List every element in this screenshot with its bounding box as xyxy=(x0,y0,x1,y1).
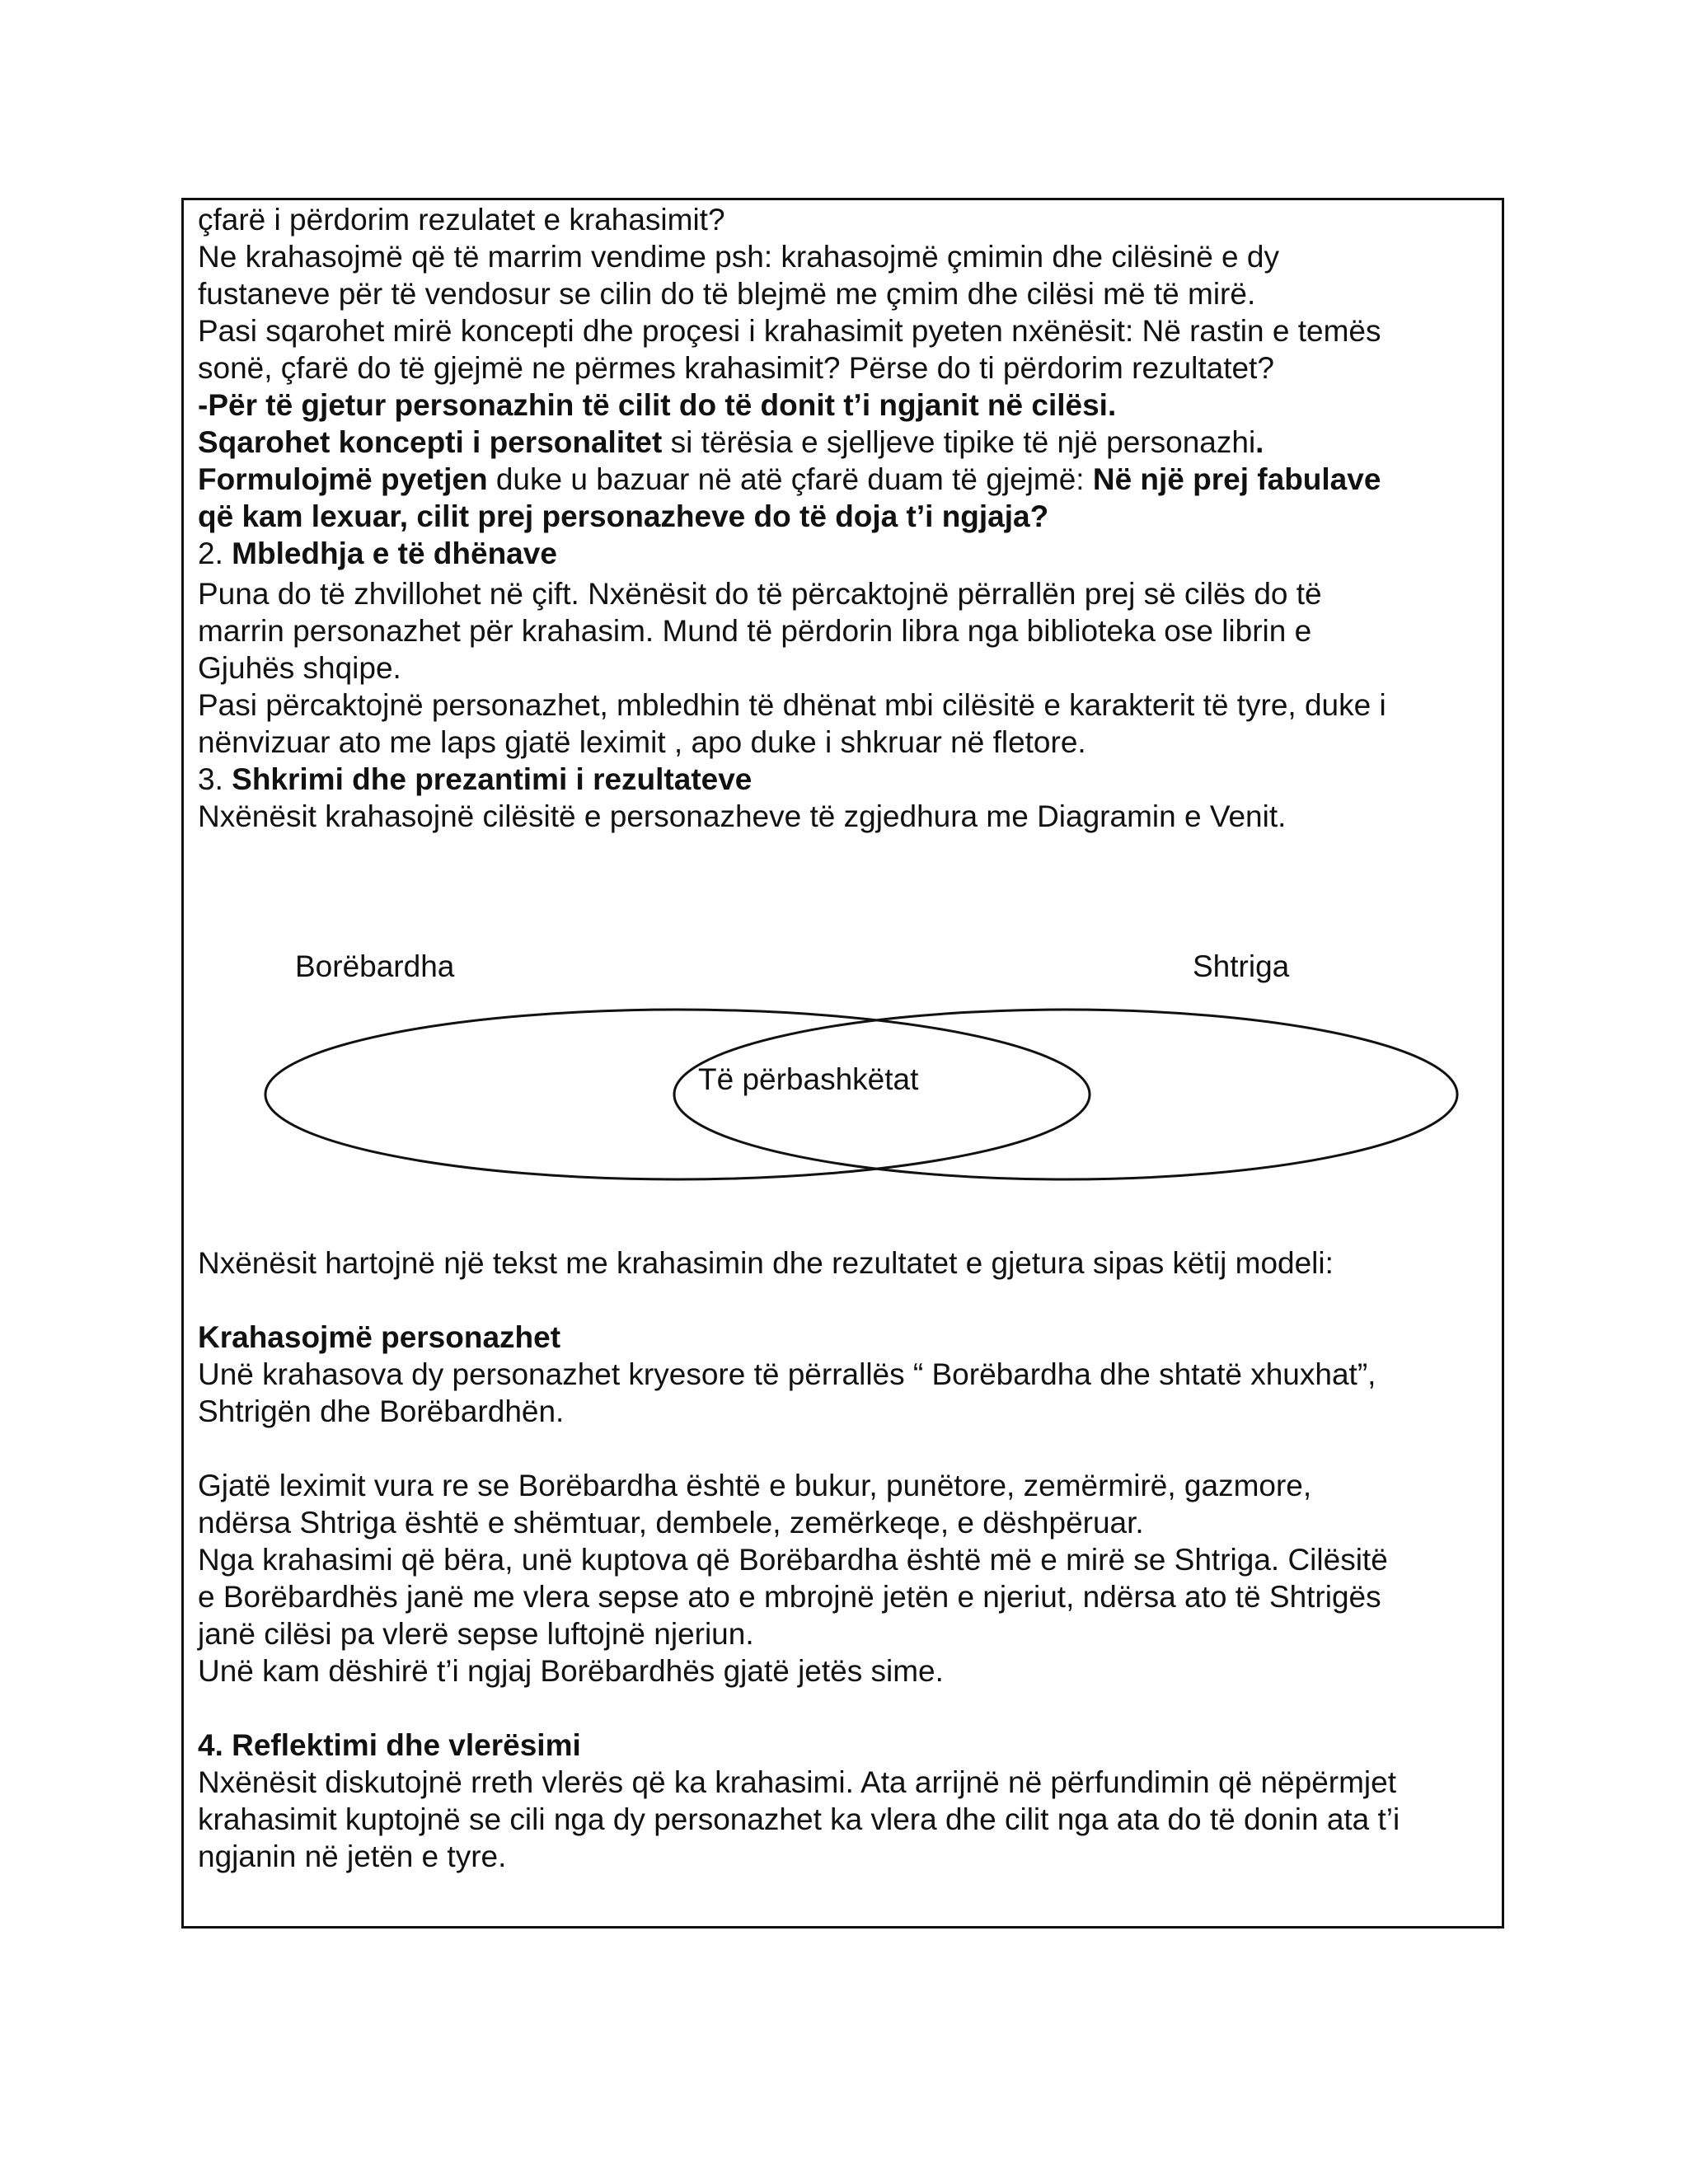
text-line: Puna do të zhvillohet në çift. Nxënësit do të përcaktojnë përrallën prej së cilës do të xyxy=(198,577,1322,611)
text-line: marrin personazhet për krahasim. Mund të përdorin libra nga biblioteka ose librin e xyxy=(198,614,1312,648)
bold-text: -Për të gjetur personazhin të cilit do të donit t’i ngjanit në cilësi. xyxy=(198,388,1117,422)
section-heading xyxy=(198,761,1492,798)
text-line: Shtrigën dhe Borëbardhën. xyxy=(198,1394,565,1428)
text-span: duke u bazuar në atë çfarë duam të gjejmë: xyxy=(487,462,1093,496)
text-line: Nga krahasimi që bëra, unë kuptova që Borëbardha është më e mirë se Shtriga. Cilësitë xyxy=(198,1543,1388,1577)
venn-center-label: Të përbashkëtat xyxy=(698,1062,919,1096)
model-title xyxy=(198,1319,1492,1356)
text-line: janë cilësi pa vlerë sepse luftojnë njeriun. xyxy=(198,1617,754,1651)
text-line: sonë, çfarë do të gjejmë ne përmes krahasimit? Përse do ti përdorim rezultatet? xyxy=(198,351,1274,385)
text-line xyxy=(198,387,1492,424)
bold-text: Sqarohet koncepti i personalitet xyxy=(198,425,663,459)
text-line xyxy=(198,461,1492,498)
bold-text: që kam lexuar, cilit prej personazheve do të doja t’i ngjaja? xyxy=(198,499,1049,533)
section-number: 2. xyxy=(198,537,232,570)
text-line: ndërsa Shtriga është e shëmtuar, dembele, zemërkeqe, e dëshpëruar. xyxy=(198,1506,1144,1540)
text-line: Gjuhës shqipe. xyxy=(198,651,401,685)
text-line: çfarë i përdorim rezulatet e krahasimit? xyxy=(198,203,725,237)
text-line: Pasi përcaktojnë personazhet, mbledhin të dhënat mbi cilësitë e karakterit të tyre, duke i xyxy=(198,688,1386,722)
document-body-continued xyxy=(198,1244,1492,1875)
document-body xyxy=(198,201,1492,835)
section-title: 4. Reflektimi dhe vlerësimi xyxy=(198,1728,581,1762)
section-number: 3. xyxy=(198,762,232,796)
section-heading xyxy=(198,535,1492,572)
venn-right-label: Shtriga xyxy=(1193,949,1290,983)
text-line: Ne krahasojmë që të marrim vendime psh: krahasojmë çmimin dhe cilësinë e dy xyxy=(198,240,1279,274)
text-line: Gjatë leximit vura re se Borëbardha është e bukur, punëtore, zemërmirë, gazmore, xyxy=(198,1469,1312,1502)
section-title: Shkrimi dhe prezantimi i rezultateve xyxy=(232,762,753,796)
venn-left-label: Borëbardha xyxy=(295,949,455,983)
section-heading xyxy=(198,1727,1492,1764)
bold-text: Krahasojmë personazhet xyxy=(198,1320,561,1354)
text-line: Nxënësit diskutojnë rreth vlerës që ka krahasimi. Ata arrijnë në përfundimin që nëpërmjet xyxy=(198,1765,1397,1799)
text-line xyxy=(198,424,1492,461)
bold-text: Formulojmë pyetjen xyxy=(198,462,488,496)
text-line: Pasi sqarohet mirë koncepti dhe proçesi i krahasimit pyeten nxënësit: Në rastin e temës xyxy=(198,314,1381,348)
bold-text: . xyxy=(1255,425,1264,459)
text-line: nënvizuar ato me laps gjatë leximit , apo duke i shkruar në fletore. xyxy=(198,725,1086,759)
text-line: ngjanin në jetën e tyre. xyxy=(198,1840,507,1873)
text-line xyxy=(198,498,1492,535)
text-line: Nxënësit krahasojnë cilësitë e personazheve të zgjedhura me Diagramin e Venit. xyxy=(198,799,1287,833)
text-line: Nxënësit hartojnë një tekst me krahasimin dhe rezultatet e gjetura sipas këtij modeli: xyxy=(198,1246,1334,1280)
text-line: Unë kam dëshirë t’i ngjaj Borëbardhës gjatë jetës sime. xyxy=(198,1654,944,1688)
text-span: si tërësia e sjelljeve tipike të një personazhi xyxy=(662,425,1256,459)
text-line: fustaneve për të vendosur se cilin do të blejmë me çmim dhe cilësi më të mirë. xyxy=(198,277,1256,311)
text-line: Unë krahasova dy personazhet kryesore të përrallës “ Borëbardha dhe shtatë xhuxhat”, xyxy=(198,1357,1376,1391)
text-line: krahasimit kuptojnë se cili nga dy personazhet ka vlera dhe cilit nga ata do të donin ata t’i xyxy=(198,1802,1400,1836)
text-line: e Borëbardhës janë me vlera sepse ato e mbrojnë jetën e njeriut, ndërsa ato të Shtrigës xyxy=(198,1580,1381,1614)
section-title: Mbledhja e të dhënave xyxy=(232,537,557,570)
bold-text: Në një prej fabulave xyxy=(1092,462,1381,496)
